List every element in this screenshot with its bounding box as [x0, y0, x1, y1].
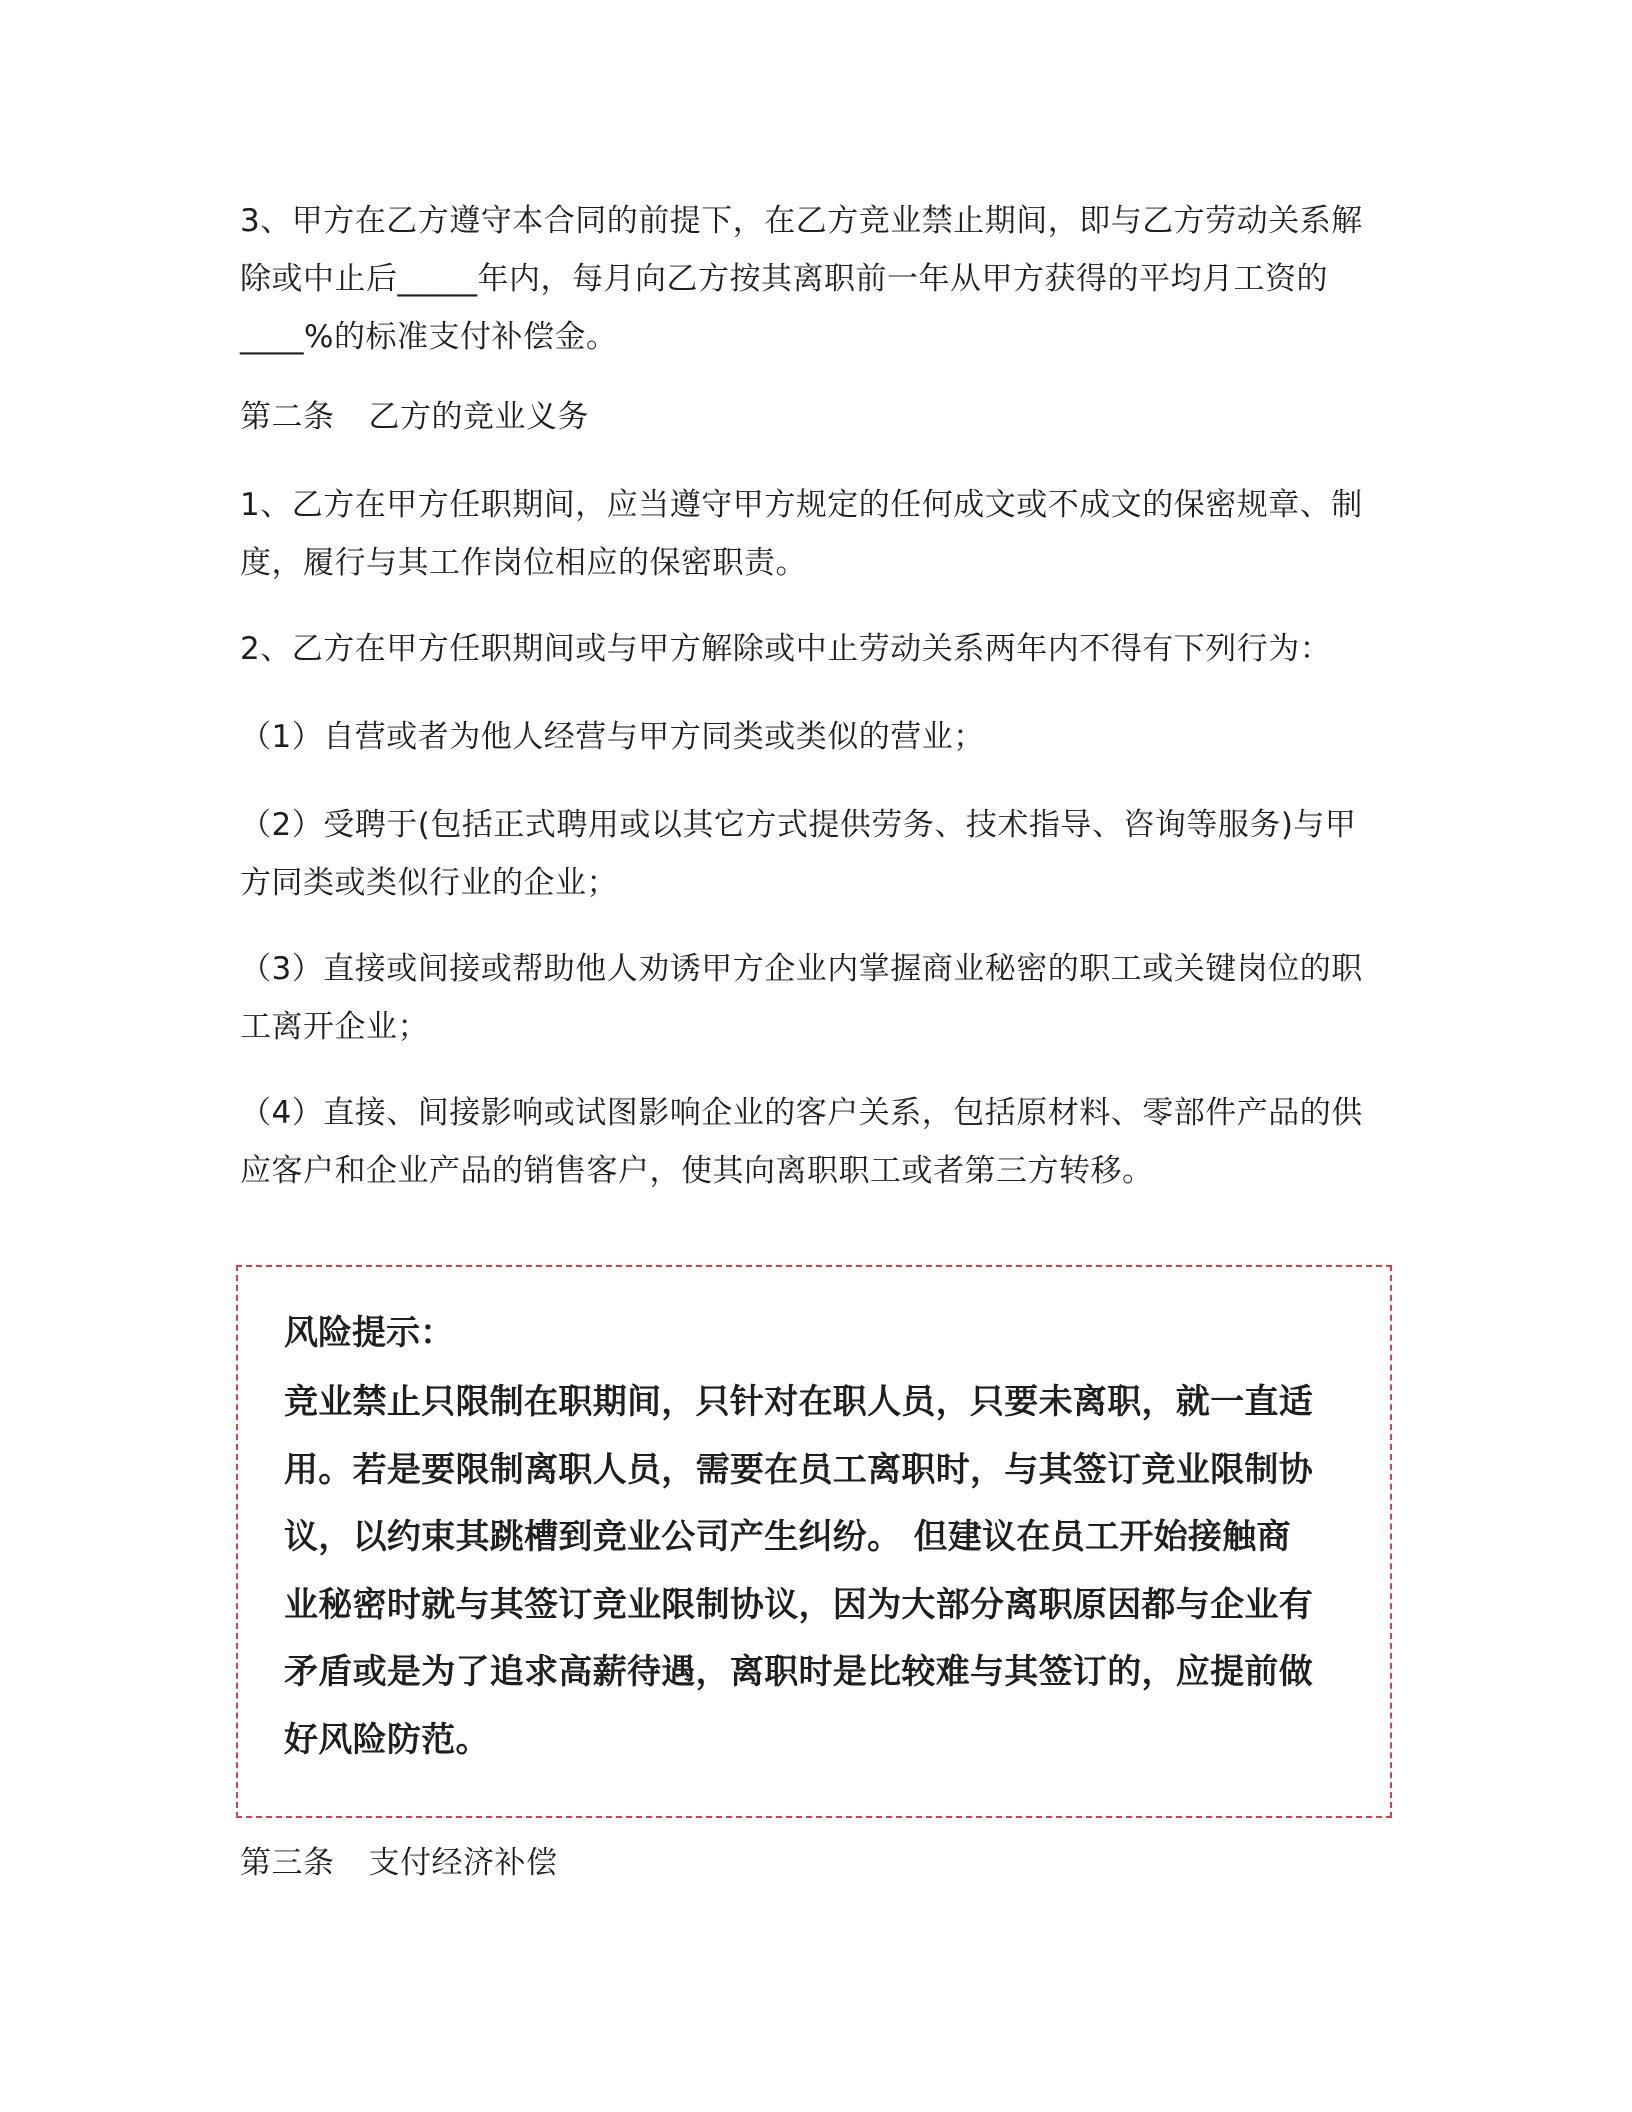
- clause-item-3: 3、甲方在乙方遵守本合同的前提下，在乙方竞业禁止期间，即与乙方劳动关系解除或中止后_____年内，每月向乙方按其离职前一年从甲方获得的平均月工资的____%的标准支付补偿金。: [240, 203, 1363, 355]
- article-2-item-1: 1、乙方在甲方任职期间，应当遵守甲方规定的任何成文或不成文的保密规章、制度，履行与其工作岗位相应的保密职责。: [240, 487, 1363, 581]
- article-2-heading: [240, 388, 1380, 446]
- article-3-title: 支付经济补偿: [368, 1845, 558, 1881]
- sub-item-1: （1）自营或者为他人经营与甲方同类或类似的营业；: [240, 719, 985, 755]
- sub-item-3: （3）直接或间接或帮助他人劝诱甲方企业内掌握商业秘密的职工或关键岗位的职工离开企业；: [240, 951, 1363, 1045]
- article-3-number: 第三条: [240, 1845, 335, 1881]
- sub-item-2: （2）受聘于(包括正式聘用或以其它方式提供劳务、技术指导、咨询等服务)与甲方同类或类似行业的企业；: [240, 807, 1357, 901]
- article-2-item-2: 2、乙方在甲方任职期间或与甲方解除或中止劳动关系两年内不得有下列行为：: [240, 631, 1332, 667]
- article-3-heading: [240, 1834, 1380, 1892]
- article-2-title: 乙方的竞业义务: [368, 399, 589, 435]
- risk-notice-box: [236, 1265, 1392, 1818]
- article-2-number: 第二条: [240, 399, 335, 435]
- risk-notice-title: 风险提示：: [284, 1313, 454, 1353]
- sub-item-4: （4）直接、间接影响或试图影响企业的客户关系，包括原材料、零部件产品的供应客户和企业产品的销售客户，使其向离职职工或者第三方转移。: [240, 1095, 1363, 1189]
- risk-notice-body: 竞业禁止只限制在职期间，只针对在职人员，只要未离职，就一直适用。若是要限制离职人员，需要在员工离职时，与其签订竞业限制协议，以约束其跳槽到竞业公司产生纠纷。 但建议在员工开始接触商业秘密时就与其签订竞业限制协议，因为大部分离职原因都与企业有矛盾或是为了追求高薪待遇，离职时是比较难与其签订的，应提前做好风险防范。: [284, 1382, 1313, 1760]
